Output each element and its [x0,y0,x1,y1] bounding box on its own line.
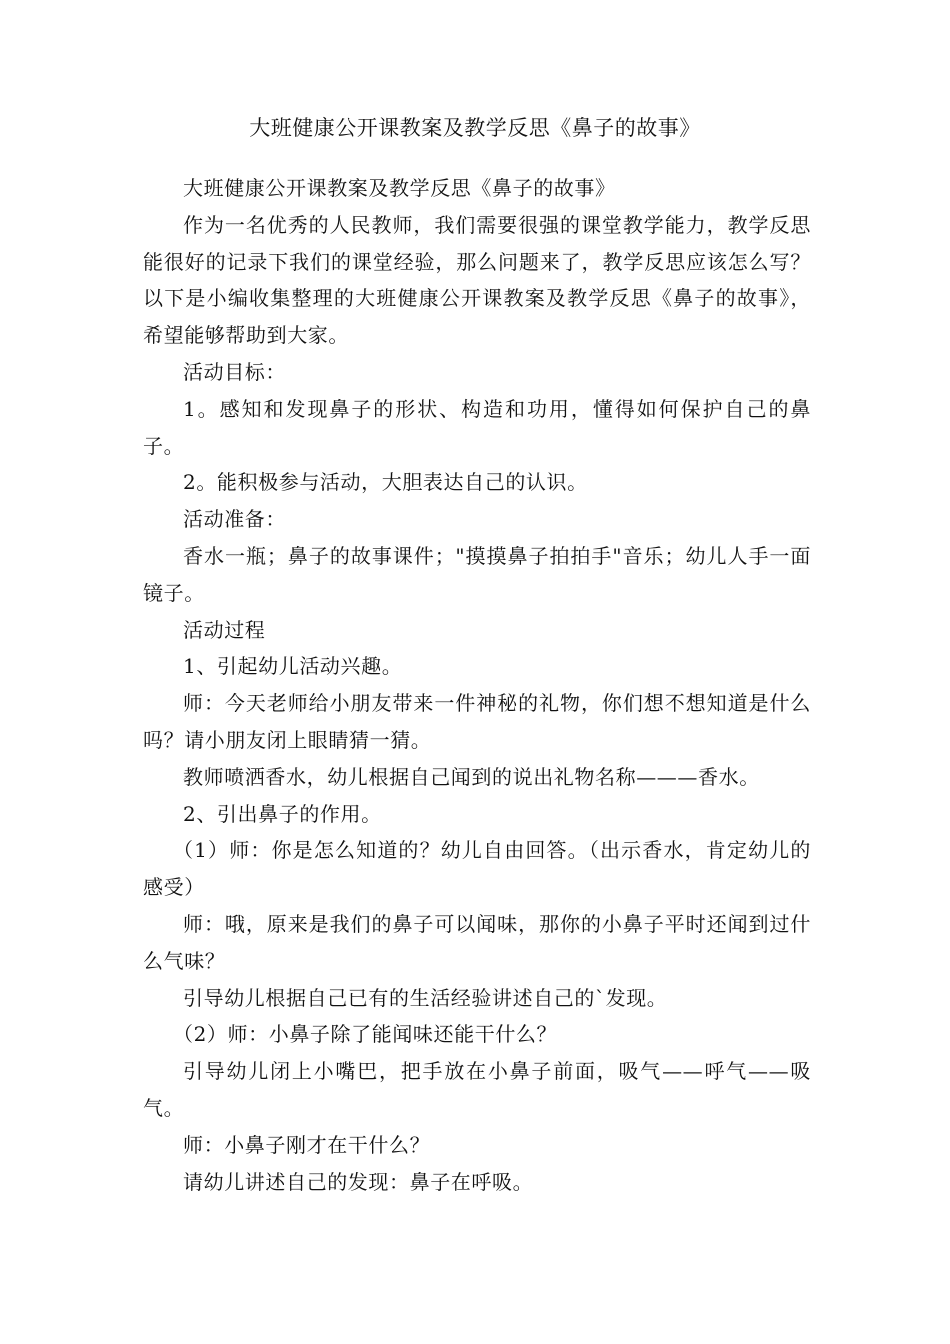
process-text-perfume: 教师喷洒香水，幼儿根据自己闻到的说出礼物名称———香水。 [183,764,760,789]
process-step-2: 2、引出鼻子的作用。 [183,801,382,826]
sub-step-2: （2）师：小鼻子除了能闻味还能干什么？ [173,1022,558,1047]
teacher-line-3: 师：小鼻子刚才在干什么？ [183,1132,431,1157]
preparation-text: 香水一瓶；鼻子的故事课件；"摸摸鼻子拍拍手"音乐；幼儿人手一面镜子。 [143,543,811,605]
guide-text-3: 请幼儿讲述自己的发现：鼻子在呼吸。 [183,1169,534,1194]
teacher-line-2: 师：哦，原来是我们的鼻子可以闻味，那你的小鼻子平时还闻到过什么气味？ [143,911,811,973]
guide-text-2: 引导幼儿闭上小嘴巴，把手放在小鼻子前面，吸气——呼气——吸气。 [143,1059,811,1120]
goal-item-1: 1。感知和发现鼻子的形状、构造和功用，懂得如何保护自己的鼻子。 [143,396,811,458]
guide-text-1: 引导幼儿根据自己已有的生活经验讲述自己的`发现。 [183,985,668,1010]
paragraph-intro: 作为一名优秀的人民教师，我们需要很强的课堂教学能力，教学反思能很好的记录下我们的课堂经验，那么问题来了，教学反思应该怎么写？以下是小编收集整理的大班健康公开课教案及教学反思《鼻子的故事》，希望能够帮助到大家。 [143,212,811,348]
goal-item-2: 2。能积极参与活动，大胆表达自己的认识。 [183,470,588,495]
heading-activity-preparation: 活动准备： [183,507,286,532]
paragraph-subtitle: 大班健康公开课教案及教学反思《鼻子的故事》 [183,176,616,200]
sub-step-1: （1）师：你是怎么知道的？幼儿自由回答。（出示香水，肯定幼儿的感受） [143,838,811,900]
heading-activity-goals: 活动目标： [183,359,286,384]
teacher-line-1: 师：今天老师给小朋友带来一件神秘的礼物，你们想不想知道是什么吗？请小朋友闭上眼睛猜一猜。 [143,691,811,752]
document-title: 大班健康公开课教案及教学反思《鼻子的故事》 [249,116,701,140]
document-body [143,170,811,1200]
heading-activity-process: 活动过程 [183,617,266,642]
process-step-1: 1、引起幼儿活动兴趣。 [183,654,403,679]
